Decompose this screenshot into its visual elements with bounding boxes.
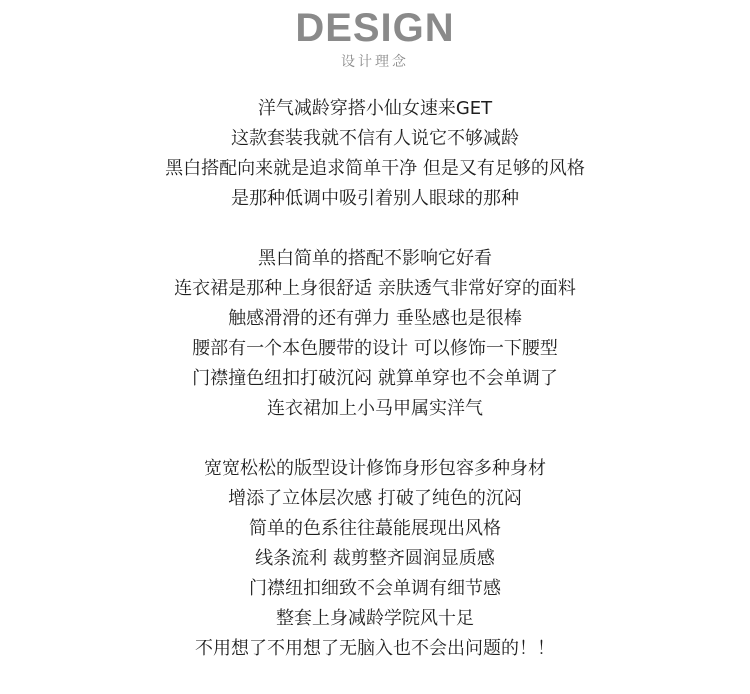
text-line: 这款套装我就不信有人说它不够减龄	[231, 128, 519, 149]
design-header	[0, 0, 750, 71]
text-line: 宽宽松松的版型设计修饰身形包容多种身材	[204, 458, 546, 479]
text-line: 连衣裙加上小马甲属实洋气	[267, 398, 483, 419]
paragraph-fit	[0, 454, 750, 664]
section-subtitle: 设计理念	[341, 54, 409, 70]
description-body	[0, 94, 750, 694]
text-line: 连衣裙是那种上身很舒适 亲肤透气非常好穿的面料	[174, 278, 576, 299]
text-line: 黑白搭配向来就是追求简单干净 但是又有足够的风格	[165, 158, 585, 179]
text-line: 增添了立体层次感 打破了纯色的沉闷	[228, 488, 522, 509]
text-line: 腰部有一个本色腰带的设计 可以修饰一下腰型	[192, 338, 558, 359]
text-line: 黑白简单的搭配不影响它好看	[258, 248, 492, 269]
text-line: 不用想了不用想了无脑入也不会出问题的！！	[195, 638, 555, 659]
text-line: 简单的色系往往蕞能展现出风格	[249, 518, 501, 539]
text-line: 门襟纽扣细致不会单调有细节感	[249, 578, 501, 599]
text-line: 门襟撞色纽扣打破沉闷 就算单穿也不会单调了	[192, 368, 558, 389]
text-line: 整套上身减龄学院风十足	[276, 608, 474, 629]
text-line: 线条流利 裁剪整齐圆润显质感	[255, 548, 495, 569]
text-line: 触感滑滑的还有弹力 垂坠感也是很棒	[228, 308, 522, 329]
section-title: DESIGN	[295, 6, 455, 50]
paragraph-dress	[0, 244, 750, 424]
text-line: 是那种低调中吸引着别人眼球的那种	[231, 188, 519, 209]
paragraph-intro	[0, 94, 750, 214]
text-line: 洋气减龄穿搭小仙女速来GET	[257, 98, 493, 119]
